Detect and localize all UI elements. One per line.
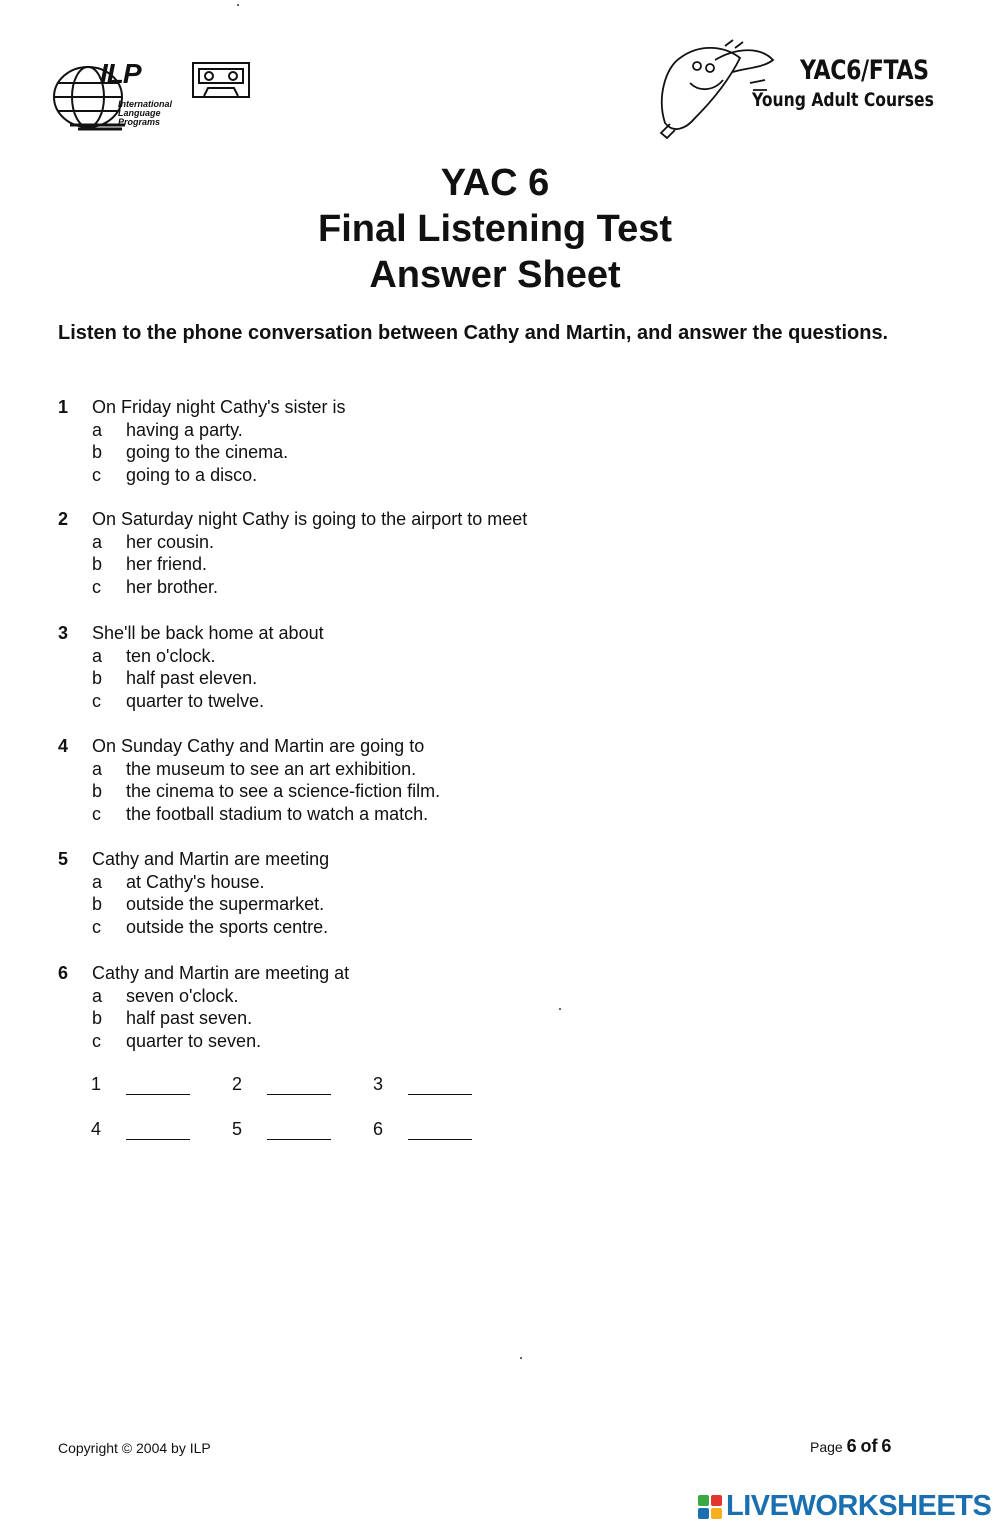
answer-blank-1[interactable] xyxy=(126,1074,190,1095)
option-b[interactable]: b going to the cinema. xyxy=(92,442,289,462)
option-a[interactable]: a seven o'clock. xyxy=(92,985,239,1006)
option-c[interactable]: c the football stadium to watch a match. xyxy=(92,803,429,824)
answer-blank-2[interactable] xyxy=(267,1074,331,1095)
question-6 xyxy=(58,962,758,1052)
watermark-text: LIVEWORKSHEETS xyxy=(726,1490,992,1522)
question-4 xyxy=(58,735,758,825)
question-text: On Sunday Cathy and Martin are going to xyxy=(92,736,425,756)
answer-row xyxy=(91,1119,514,1164)
option-c[interactable]: c quarter to seven. xyxy=(92,1030,262,1051)
question-text: On Friday night Cathy's sister is xyxy=(92,397,346,417)
instructions: Listen to the phone conversation between Cathy and Martin, and answer the questions. xyxy=(58,322,889,344)
question-text: On Saturday night Cathy is going to the airport to meet xyxy=(92,509,528,529)
question-number: 6 xyxy=(58,963,69,983)
option-b[interactable]: b half past eleven. xyxy=(92,668,258,688)
ilp-tagline: International Language Programs xyxy=(118,99,173,127)
question-1 xyxy=(58,396,758,486)
option-c[interactable]: c quarter to twelve. xyxy=(92,690,265,711)
scan-speck xyxy=(559,1008,561,1010)
answer-blank-3[interactable] xyxy=(408,1074,472,1095)
scan-speck xyxy=(520,1357,522,1359)
answer-number: 1 xyxy=(91,1074,102,1094)
question-text: Cathy and Martin are meeting xyxy=(92,849,330,869)
course-code: YAC6/FTAS xyxy=(800,55,929,86)
liveworksheets-logo-icon xyxy=(698,1495,722,1519)
page-number: Page 6 of 6 xyxy=(810,1436,892,1456)
answer-row xyxy=(91,1074,514,1119)
page-title-sheet: Answer Sheet xyxy=(369,254,621,296)
question-5 xyxy=(58,848,758,938)
page-title-test: Final Listening Test xyxy=(318,208,672,250)
answer-number: 6 xyxy=(373,1119,384,1139)
ilp-brand: ILP xyxy=(100,58,141,89)
answer-number: 3 xyxy=(373,1074,384,1094)
answer-blank-5[interactable] xyxy=(267,1119,331,1140)
option-c[interactable]: c going to a disco. xyxy=(92,464,258,485)
option-a[interactable]: a ten o'clock. xyxy=(92,645,216,666)
option-a[interactable]: a the museum to see an art exhibition. xyxy=(92,758,417,779)
option-b[interactable]: b her friend. xyxy=(92,554,208,574)
copyright: Copyright © 2004 by ILP xyxy=(58,1440,211,1456)
option-c[interactable]: c outside the sports centre. xyxy=(92,916,329,937)
question-number: 4 xyxy=(58,736,69,756)
option-a[interactable]: a her cousin. xyxy=(92,531,215,552)
option-b[interactable]: b the cinema to see a science-fiction film. xyxy=(92,781,441,801)
question-text: She'll be back home at about xyxy=(92,623,324,643)
option-b[interactable]: b half past seven. xyxy=(92,1008,253,1028)
question-number: 2 xyxy=(58,509,69,529)
option-c[interactable]: c her brother. xyxy=(92,576,219,597)
question-number: 3 xyxy=(58,623,69,643)
option-b[interactable]: b outside the supermarket. xyxy=(92,894,325,914)
question-3 xyxy=(58,622,758,712)
option-a[interactable]: a at Cathy's house. xyxy=(92,871,265,892)
liveworksheets-watermark[interactable] xyxy=(698,1490,991,1523)
cassette-icon xyxy=(192,62,250,98)
course-name: Young Adult Courses xyxy=(752,89,934,111)
scan-speck xyxy=(237,4,239,6)
option-a[interactable]: a having a party. xyxy=(92,419,243,440)
answer-blank-4[interactable] xyxy=(126,1119,190,1140)
question-2 xyxy=(58,508,758,598)
answer-blank-6[interactable] xyxy=(408,1119,472,1140)
question-text: Cathy and Martin are meeting at xyxy=(92,963,350,983)
answer-grid xyxy=(91,1074,514,1164)
question-number: 5 xyxy=(58,849,69,869)
page-title-course: YAC 6 xyxy=(440,162,550,204)
answer-number: 5 xyxy=(232,1119,243,1139)
answer-number: 4 xyxy=(91,1119,102,1139)
answer-number: 2 xyxy=(232,1074,243,1094)
question-number: 1 xyxy=(58,397,69,417)
